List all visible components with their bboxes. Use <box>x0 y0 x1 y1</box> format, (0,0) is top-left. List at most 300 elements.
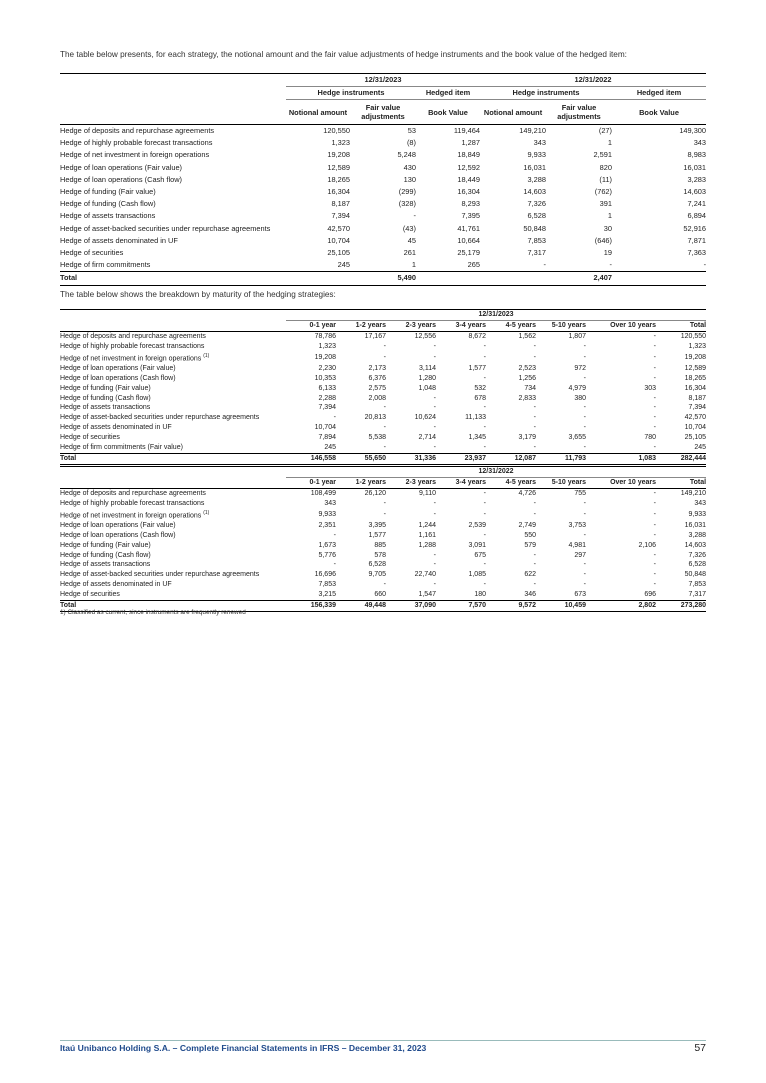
cell-value: - <box>483 444 486 452</box>
table-row <box>60 551 706 561</box>
footnote: 1) Classified as current, since instruments are frequently renewed <box>60 609 246 616</box>
cell-value: 3,288 <box>527 174 547 184</box>
cell-value: - <box>383 353 386 361</box>
cell-value: 7,894 <box>318 434 336 442</box>
cell-value: 734 <box>524 384 536 392</box>
row-label: Hedge of asset-backed securities under repurchase agreements <box>60 223 271 233</box>
table-row <box>60 149 706 161</box>
total-value: 7,570 <box>436 601 486 612</box>
total-value: 282,444 <box>656 454 706 465</box>
maturity-column-header: 2-3 years <box>405 478 436 486</box>
cell-value: - <box>653 581 656 589</box>
cell-value: 7,394 <box>318 404 336 412</box>
cell-value: 780 <box>644 434 656 442</box>
row-label <box>60 364 286 374</box>
cell-value: 119,464 <box>453 126 481 135</box>
cell-value: 10,704 <box>684 424 707 432</box>
cell-value: 578 <box>374 551 386 559</box>
cell-value: 550 <box>524 531 536 539</box>
cell-value: 42,570 <box>684 414 707 422</box>
row-label <box>60 551 286 561</box>
cell-value: 8,187 <box>688 394 707 402</box>
cell-value: 2,106 <box>638 541 656 549</box>
row-label <box>60 521 286 531</box>
table-row <box>60 210 706 222</box>
table-row <box>60 488 706 498</box>
table-row <box>60 433 706 443</box>
cell-value: 2,714 <box>418 434 436 442</box>
cell-value: 1,562 <box>518 332 536 340</box>
table-row <box>60 342 706 352</box>
row-label-text: Hedge of highly probable forecast transactions <box>60 499 205 507</box>
cell-value: 8,983 <box>687 150 707 160</box>
cell-value: - <box>433 561 436 569</box>
cell-value: 678 <box>474 394 486 402</box>
cell-value: 3,753 <box>568 521 586 529</box>
hedge-instruments-header: Hedge instruments <box>286 87 416 100</box>
cell-value: 8,293 <box>461 199 481 209</box>
row-label <box>60 394 286 404</box>
total-fair-value-2023: 5,490 <box>350 272 416 285</box>
cell-value: 6,528 <box>688 561 707 569</box>
cell-value: 532 <box>474 384 486 392</box>
cell-value: - <box>433 499 436 507</box>
cell-value: 303 <box>644 384 656 392</box>
intro-text-fair-value: The table below presents, for each strategy, the notional amount and the fair value adjustments of hedge instruments and the book value of the hedged item: <box>60 50 627 59</box>
table-row <box>60 374 706 384</box>
cell-value: - <box>383 581 386 589</box>
cell-value: 3,395 <box>368 521 386 529</box>
cell-value: - <box>583 424 586 432</box>
cell-value: 1,288 <box>418 541 436 549</box>
cell-value: 120,550 <box>323 126 350 135</box>
cell-value: 2,008 <box>368 394 386 402</box>
cell-value: 41,761 <box>457 223 481 233</box>
maturity-column-header: Total <box>689 478 707 486</box>
cell-value: - <box>653 510 656 518</box>
cell-value: 5,248 <box>397 150 416 160</box>
cell-value: 11,133 <box>465 414 486 422</box>
row-label: Hedge of deposits and repurchase agreements <box>60 126 215 135</box>
cell-value: 7,871 <box>687 235 707 245</box>
table-row <box>60 541 706 551</box>
cell-value: 5,538 <box>368 434 386 442</box>
total-label: Total <box>60 272 286 285</box>
cell-value: 9,933 <box>688 510 707 518</box>
table-row <box>60 413 706 423</box>
cell-value: (328) <box>398 199 416 209</box>
cell-value: 1,256 <box>518 374 536 382</box>
cell-value: 14,603 <box>683 187 707 197</box>
cell-value: - <box>653 394 656 402</box>
cell-value: 2,575 <box>368 384 386 392</box>
cell-value: - <box>533 499 536 507</box>
cell-value: - <box>583 571 586 579</box>
cell-value: 16,304 <box>457 187 481 197</box>
cell-value: 10,353 <box>314 374 336 382</box>
cell-value: 380 <box>574 394 586 402</box>
cell-value: - <box>583 404 586 412</box>
cell-value: 30 <box>603 223 613 233</box>
cell-value: 3,114 <box>419 364 436 372</box>
cell-value: 343 <box>324 499 336 507</box>
cell-value: - <box>433 424 436 432</box>
date-header-2022: 12/31/2022 <box>286 467 706 478</box>
total-value: 11,793 <box>536 454 586 465</box>
cell-value: 16,031 <box>683 162 707 172</box>
cell-value: 10,704 <box>327 235 350 245</box>
cell-value: 7,853 <box>527 235 547 245</box>
cell-value: 7,241 <box>687 199 707 209</box>
footer-divider <box>60 1040 706 1041</box>
cell-value: 343 <box>693 138 707 148</box>
cell-value: 2,539 <box>468 521 486 529</box>
cell-value: - <box>533 404 536 412</box>
cell-value: 6,376 <box>368 374 386 382</box>
table-row <box>60 423 706 433</box>
row-label <box>60 580 286 590</box>
cell-value: 16,031 <box>523 162 547 172</box>
cell-value: 2,351 <box>318 521 336 529</box>
cell-value: - <box>383 342 386 350</box>
row-label: Hedge of net investment in foreign operations <box>60 150 210 160</box>
table-row <box>60 352 706 364</box>
row-label <box>60 331 286 341</box>
cell-value: 675 <box>474 551 486 559</box>
cell-value: 3,655 <box>568 434 586 442</box>
cell-value: - <box>533 551 536 559</box>
hedge-fair-value-table <box>60 73 706 286</box>
maturity-column-header: 4-5 years <box>505 321 536 329</box>
page-number: 57 <box>694 1042 706 1054</box>
cell-value: - <box>653 342 656 350</box>
cell-value: - <box>653 561 656 569</box>
cell-value: 8,672 <box>468 332 486 340</box>
cell-value: 2,749 <box>518 521 536 529</box>
row-label-text: Hedge of funding (Cash flow) <box>60 394 151 402</box>
cell-value: 660 <box>374 591 386 599</box>
total-value: 23,937 <box>436 454 486 465</box>
total-value: 12,087 <box>486 454 536 465</box>
cell-value: - <box>433 581 436 589</box>
cell-value: - <box>483 374 486 382</box>
table-row <box>60 174 706 186</box>
row-label-text: Hedge of assets transactions <box>60 404 151 412</box>
row-label <box>60 342 286 352</box>
footnote-marker: (1) <box>203 509 210 516</box>
row-label-text: Hedge of securities <box>60 591 120 599</box>
cell-value: 1,323 <box>331 138 350 148</box>
cell-value: - <box>583 499 586 507</box>
row-label <box>60 403 286 413</box>
cell-value: 18,265 <box>684 374 707 382</box>
cell-value: - <box>483 342 486 350</box>
maturity-column-header: 2-3 years <box>405 321 436 329</box>
row-label-text: Hedge of funding (Fair value) <box>60 384 151 392</box>
hedge-instruments-header: Hedge instruments <box>480 87 612 100</box>
total-value: 49,448 <box>336 601 386 612</box>
cell-value: - <box>433 353 436 361</box>
cell-value: 3,091 <box>468 541 486 549</box>
hedged-item-header: Hedged item <box>416 87 480 100</box>
cell-value: 622 <box>524 571 536 579</box>
row-label-text: Hedge of asset-backed securities under repurchase agreements <box>60 571 260 579</box>
cell-value: - <box>433 551 436 559</box>
table-row <box>60 235 706 247</box>
table-row <box>60 247 706 259</box>
cell-value: - <box>533 353 536 361</box>
cell-value: 149,210 <box>680 489 707 497</box>
row-label-text: Hedge of deposits and repurchase agreements <box>60 332 206 340</box>
maturity-column-header: 0-1 year <box>309 478 336 486</box>
total-value: 55,650 <box>336 454 386 465</box>
total-value: 273,280 <box>656 601 706 612</box>
cell-value: 12,589 <box>684 364 707 372</box>
cell-value: 42,570 <box>327 223 350 233</box>
cell-value: 261 <box>403 248 416 258</box>
cell-value: - <box>533 581 536 589</box>
cell-value: - <box>483 353 486 361</box>
total-value: 31,336 <box>386 454 436 465</box>
cell-value: 4,726 <box>518 489 536 497</box>
row-label <box>60 509 286 521</box>
cell-value: 1,577 <box>368 531 386 539</box>
cell-value: 10,704 <box>314 424 336 432</box>
cell-value: - <box>653 364 656 372</box>
cell-value: - <box>383 404 386 412</box>
cell-value: (43) <box>402 223 416 233</box>
cell-value: (8) <box>406 138 416 148</box>
cell-value: - <box>433 444 436 452</box>
table-row <box>60 590 706 600</box>
cell-value: 1 <box>607 138 613 148</box>
cell-value: 25,105 <box>327 248 350 258</box>
intro-text-maturity: The table below shows the breakdown by maturity of the hedging strategies: <box>60 290 336 299</box>
row-label: Hedge of assets denominated in UF <box>60 235 178 245</box>
cell-value: - <box>583 374 586 382</box>
cell-value: - <box>483 581 486 589</box>
cell-value: 14,603 <box>684 541 707 549</box>
table-row <box>60 531 706 541</box>
table-row <box>60 403 706 413</box>
cell-value: 120,550 <box>680 332 707 340</box>
cell-value: 19,208 <box>327 150 350 160</box>
cell-value: - <box>653 521 656 529</box>
maturity-table-2023 <box>60 309 706 465</box>
row-label-text: Hedge of net investment in foreign operations <box>60 354 202 362</box>
row-label: Hedge of firm commitments <box>60 260 151 270</box>
book-value-header: Book Value <box>428 107 468 117</box>
cell-value: 12,589 <box>327 162 350 172</box>
row-label-text: Hedge of loan operations (Cash flow) <box>60 374 176 382</box>
cell-value: - <box>653 424 656 432</box>
cell-value: - <box>653 531 656 539</box>
date-header-2023: 12/31/2023 <box>286 310 706 321</box>
row-label <box>60 541 286 551</box>
cell-value: 1,323 <box>688 342 707 350</box>
maturity-column-header: Total <box>689 321 707 329</box>
cell-value: - <box>533 424 536 432</box>
row-label <box>60 499 286 509</box>
row-label: Hedge of funding (Cash flow) <box>60 199 156 209</box>
cell-value: 17,167 <box>364 332 386 340</box>
cell-value: 10,664 <box>457 235 481 245</box>
row-label <box>60 560 286 570</box>
row-label: Hedge of funding (Fair value) <box>60 187 156 197</box>
maturity-column-header: 3-4 years <box>455 321 486 329</box>
cell-value: 391 <box>599 199 613 209</box>
table-row <box>60 570 706 580</box>
table-row <box>60 580 706 590</box>
row-label-text: Hedge of loan operations (Cash flow) <box>60 531 176 539</box>
cell-value: 6,894 <box>687 211 707 221</box>
row-label-text: Hedge of funding (Cash flow) <box>60 551 151 559</box>
total-value: 1,083 <box>586 454 656 465</box>
cell-value: 16,696 <box>314 571 336 579</box>
cell-value: 9,933 <box>527 150 547 160</box>
cell-value: - <box>483 510 486 518</box>
cell-value: 343 <box>533 138 547 148</box>
cell-value: 3,283 <box>687 174 707 184</box>
cell-value: - <box>413 211 416 221</box>
cell-value: 885 <box>374 541 386 549</box>
table-row <box>60 198 706 210</box>
row-label: Hedge of securities <box>60 248 124 258</box>
cell-value: 2,523 <box>518 364 536 372</box>
total-label: Total <box>60 454 286 465</box>
cell-value: 579 <box>524 541 536 549</box>
cell-value: (27) <box>598 126 613 135</box>
cell-value: 7,326 <box>688 551 707 559</box>
cell-value: 755 <box>574 489 586 497</box>
cell-value: 1,577 <box>468 364 486 372</box>
cell-value: 1,244 <box>418 521 436 529</box>
cell-value: 820 <box>599 162 613 172</box>
cell-value: 245 <box>324 444 336 452</box>
row-label <box>60 423 286 433</box>
cell-value: - <box>653 353 656 361</box>
cell-value: - <box>653 499 656 507</box>
cell-value: 149,210 <box>519 126 547 135</box>
table-row <box>60 521 706 531</box>
cell-value: - <box>383 424 386 432</box>
table-row <box>60 186 706 198</box>
row-label-text: Hedge of asset-backed securities under repurchase agreements <box>60 414 260 422</box>
cell-value: - <box>333 414 336 422</box>
row-label <box>60 570 286 580</box>
cell-value: - <box>383 444 386 452</box>
cell-value: 14,603 <box>523 187 547 197</box>
cell-value: - <box>653 404 656 412</box>
cell-value: 9,933 <box>318 510 336 518</box>
cell-value: 18,449 <box>457 174 481 184</box>
row-label-text: Hedge of funding (Fair value) <box>60 541 151 549</box>
row-label: Hedge of loan operations (Fair value) <box>60 162 183 172</box>
cell-value: 6,528 <box>368 561 386 569</box>
maturity-column-header: 0-1 year <box>309 321 336 329</box>
cell-value: 1 <box>607 211 613 221</box>
row-label-text: Hedge of securities <box>60 434 120 442</box>
maturity-table-2022 <box>60 466 706 612</box>
cell-value: - <box>583 342 586 350</box>
cell-value: - <box>703 260 707 270</box>
row-label <box>60 488 286 498</box>
book-value-header: Book Value <box>639 107 679 117</box>
cell-value: 343 <box>694 499 707 507</box>
cell-value: - <box>483 499 486 507</box>
maturity-column-header: 5-10 years <box>551 478 586 486</box>
cell-value: 3,179 <box>518 434 536 442</box>
cell-value: - <box>653 489 656 497</box>
cell-value: - <box>533 510 536 518</box>
cell-value: 9,705 <box>368 571 386 579</box>
cell-value: - <box>583 414 586 422</box>
maturity-column-header: 4-5 years <box>505 478 536 486</box>
cell-value: 6,528 <box>527 211 547 221</box>
cell-value: - <box>653 444 656 452</box>
cell-value: (646) <box>594 235 613 245</box>
table-row <box>60 394 706 404</box>
cell-value: 1,673 <box>318 541 336 549</box>
cell-value: - <box>483 489 486 497</box>
cell-value: - <box>653 374 656 382</box>
cell-value: 52,916 <box>683 223 707 233</box>
table-row <box>60 364 706 374</box>
notional-amount-header: Notional amount <box>483 107 543 117</box>
cell-value: 12,556 <box>414 332 436 340</box>
cell-value: 696 <box>644 591 656 599</box>
footer-title: Itaú Unibanco Holding S.A. – Complete Financial Statements in IFRS – December 31, 2023 <box>60 1043 427 1053</box>
cell-value: - <box>653 332 656 340</box>
cell-value: 7,317 <box>527 248 547 258</box>
cell-value: 4,981 <box>568 541 586 549</box>
cell-value: 3,288 <box>688 531 707 539</box>
maturity-column-header: 1-2 years <box>355 321 386 329</box>
row-label: Hedge of highly probable forecast transactions <box>60 138 213 148</box>
cell-value: 26,120 <box>364 489 386 497</box>
cell-value: - <box>433 394 436 402</box>
cell-value: 7,853 <box>688 581 707 589</box>
cell-value: 265 <box>467 260 481 270</box>
cell-value: 1 <box>411 260 416 270</box>
cell-value: 7,853 <box>318 581 336 589</box>
total-value: 9,572 <box>486 601 536 612</box>
cell-value: 16,304 <box>684 384 707 392</box>
cell-value: 1,323 <box>318 342 336 350</box>
cell-value: 1,287 <box>461 138 481 148</box>
row-label <box>60 413 286 423</box>
row-label <box>60 443 286 453</box>
cell-value: 346 <box>524 591 536 599</box>
cell-value: 50,848 <box>684 571 707 579</box>
maturity-column-header: 5-10 years <box>551 321 586 329</box>
cell-value: (762) <box>594 187 613 197</box>
cell-value: 1,161 <box>418 531 436 539</box>
row-label-text: Hedge of assets denominated in UF <box>60 581 172 589</box>
cell-value: - <box>583 561 586 569</box>
fair-value-adjustments-header: Fair value adjustments <box>557 103 601 121</box>
cell-value: 108,499 <box>310 489 336 497</box>
cell-value: 673 <box>574 591 586 599</box>
hedged-item-header: Hedged item <box>612 87 706 100</box>
cell-value: 18,849 <box>457 150 481 160</box>
row-label-text: Hedge of assets denominated in UF <box>60 424 172 432</box>
cell-value: - <box>383 499 386 507</box>
cell-value: 12,592 <box>457 162 481 172</box>
cell-value: 7,363 <box>687 248 707 258</box>
cell-value: 10,624 <box>414 414 436 422</box>
total-value: 156,339 <box>286 601 336 612</box>
